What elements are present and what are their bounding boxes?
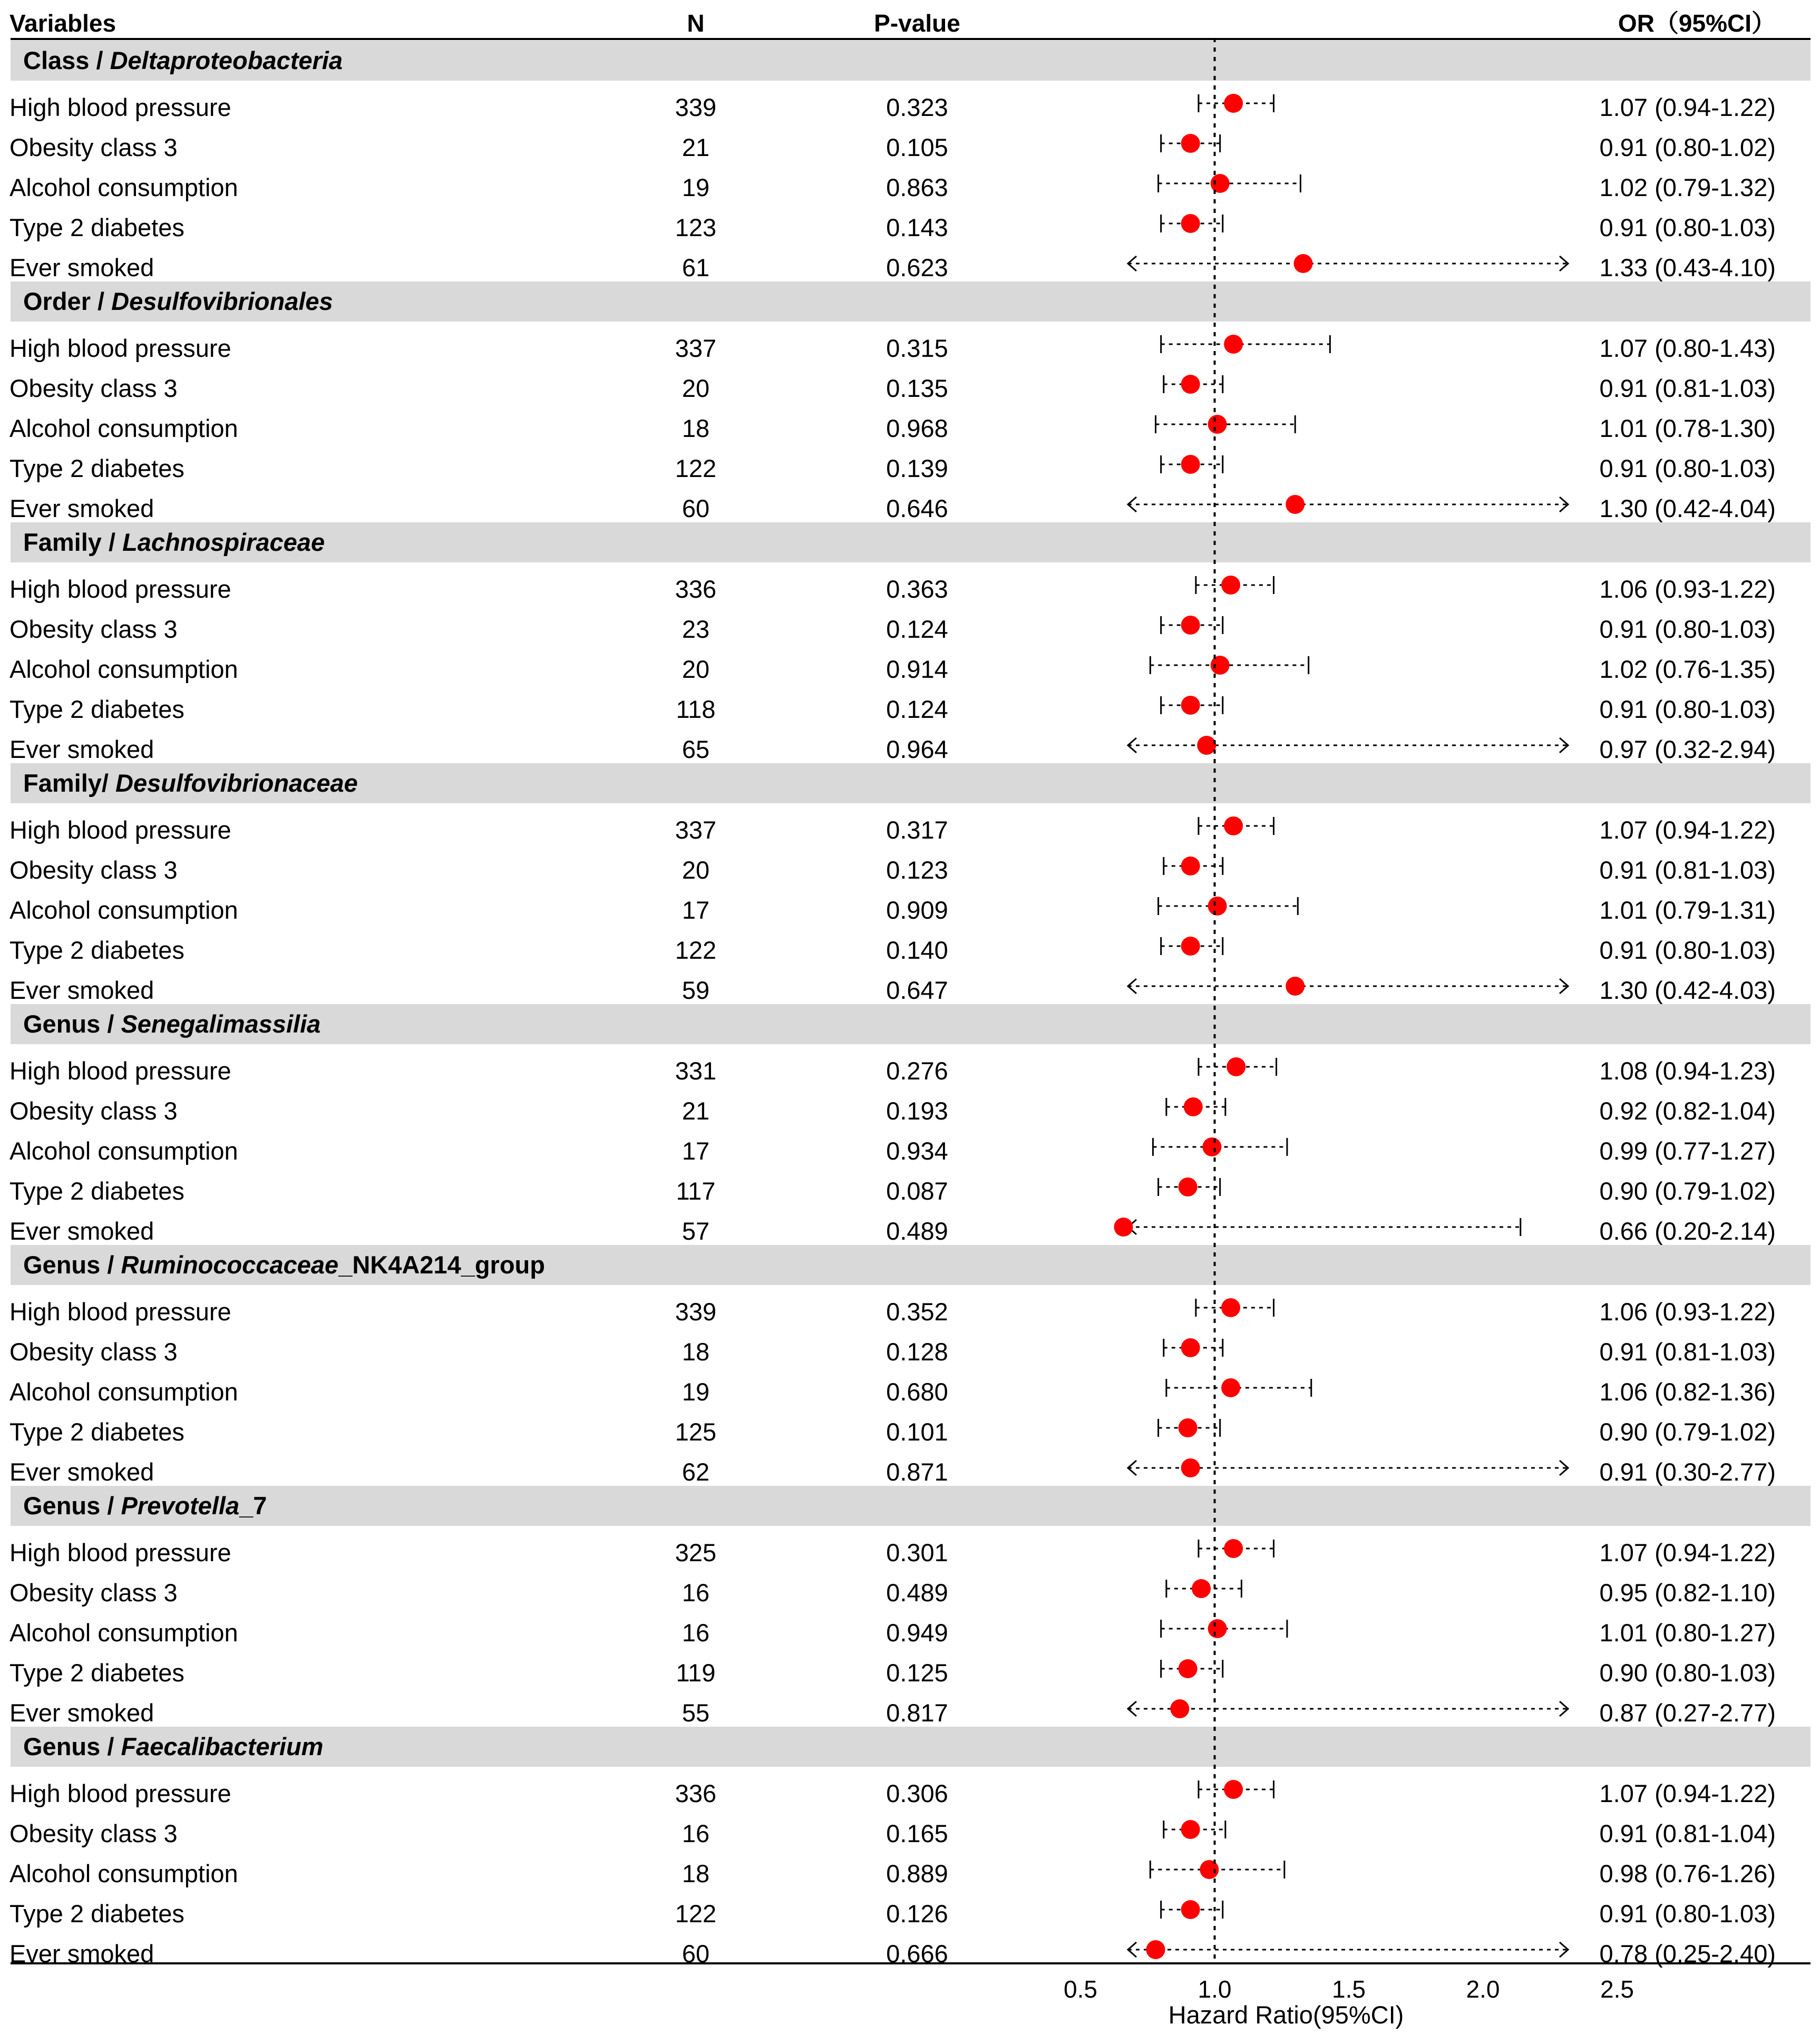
- row-variable: High blood pressure: [9, 575, 231, 603]
- group-taxon-suffix: _7: [239, 1492, 267, 1520]
- row-pvalue: 0.666: [886, 1940, 948, 1968]
- row-n: 325: [675, 1539, 717, 1566]
- row-or-ci: 1.07 (0.80-1.43): [1599, 334, 1776, 362]
- row-or-ci: 0.91 (0.81-1.03): [1599, 856, 1776, 884]
- row-variable: Type 2 diabetes: [9, 1418, 184, 1446]
- row-or-ci: 0.97 (0.32-2.94): [1599, 735, 1776, 763]
- row-n: 57: [682, 1217, 710, 1245]
- row-pvalue: 0.323: [886, 93, 948, 121]
- group-taxon-suffix: _NK4A214_group: [338, 1251, 545, 1279]
- row-variable: Obesity class 3: [9, 1819, 178, 1847]
- or-point: [1181, 1338, 1200, 1357]
- row-variable: Obesity class 3: [9, 1338, 178, 1366]
- or-point: [1170, 1699, 1189, 1718]
- row-pvalue: 0.087: [886, 1177, 948, 1205]
- or-point: [1211, 656, 1230, 675]
- row-variable: Obesity class 3: [9, 1579, 178, 1607]
- row-variable: Alcohol consumption: [9, 173, 238, 201]
- group-taxon: Prevotella: [121, 1492, 240, 1520]
- or-point: [1192, 1579, 1211, 1598]
- row-pvalue: 0.306: [886, 1779, 948, 1807]
- group-rank: Genus /: [23, 1732, 121, 1760]
- row-or-ci: 1.33 (0.43-4.10): [1599, 254, 1776, 281]
- row-or-ci: 0.66 (0.20-2.14): [1599, 1217, 1776, 1245]
- row-pvalue: 0.124: [886, 695, 948, 723]
- group-rank: Family/: [23, 769, 116, 797]
- row-variable: Type 2 diabetes: [9, 1177, 184, 1205]
- row-or-ci: 1.06 (0.93-1.22): [1599, 1298, 1776, 1326]
- row-n: 18: [682, 1860, 710, 1887]
- group-taxon: Desulfovibrionaceae: [115, 769, 358, 797]
- row-n: 19: [682, 173, 710, 201]
- row-n: 337: [675, 334, 717, 362]
- row-or-ci: 0.92 (0.82-1.04): [1599, 1097, 1776, 1125]
- row-or-ci: 0.91 (0.80-1.03): [1599, 454, 1776, 482]
- x-axis-label: Hazard Ratio(95%CI): [1168, 2001, 1404, 2029]
- row-variable: Type 2 diabetes: [9, 1659, 184, 1687]
- row-pvalue: 0.317: [886, 816, 948, 844]
- row-n: 16: [682, 1579, 710, 1607]
- row-pvalue: 0.140: [886, 936, 948, 964]
- row-pvalue: 0.914: [886, 655, 948, 683]
- row-pvalue: 0.863: [886, 173, 948, 201]
- or-point: [1221, 576, 1240, 595]
- row-pvalue: 0.124: [886, 615, 948, 643]
- group-rank: Genus /: [23, 1492, 121, 1520]
- or-point: [1181, 375, 1200, 394]
- row-n: 122: [675, 454, 717, 482]
- row-or-ci: 0.78 (0.25-2.40): [1599, 1940, 1776, 1968]
- row-n: 60: [682, 1940, 710, 1968]
- row-pvalue: 0.165: [886, 1819, 948, 1847]
- row-n: 61: [682, 254, 710, 281]
- row-variable: Type 2 diabetes: [9, 454, 184, 482]
- or-point: [1184, 1097, 1203, 1116]
- group-rank: Class /: [23, 46, 110, 74]
- or-point: [1197, 736, 1216, 755]
- or-point: [1181, 455, 1200, 474]
- group-taxon: Deltaproteobacteria: [110, 46, 343, 74]
- row-pvalue: 0.135: [886, 374, 948, 402]
- row-n: 21: [682, 1097, 710, 1125]
- row-or-ci: 0.91 (0.80-1.02): [1599, 133, 1776, 161]
- row-n: 17: [682, 1137, 710, 1165]
- row-n: 20: [682, 655, 710, 683]
- row-variable: Alcohol consumption: [9, 1137, 238, 1165]
- or-point: [1208, 897, 1227, 916]
- row-pvalue: 0.101: [886, 1418, 948, 1446]
- row-variable: High blood pressure: [9, 816, 231, 844]
- row-pvalue: 0.125: [886, 1659, 948, 1687]
- x-tick-label: 1.0: [1198, 1975, 1232, 2003]
- row-variable: Ever smoked: [9, 1940, 154, 1968]
- or-point: [1200, 1860, 1219, 1879]
- or-point: [1146, 1940, 1165, 1959]
- or-point: [1224, 335, 1243, 354]
- or-point: [1221, 1298, 1240, 1317]
- row-pvalue: 0.680: [886, 1378, 948, 1406]
- header-n: N: [687, 9, 705, 37]
- row-n: 55: [682, 1699, 710, 1727]
- row-variable: Obesity class 3: [9, 1097, 178, 1125]
- row-variable: Ever smoked: [9, 494, 154, 522]
- row-n: 336: [675, 1779, 717, 1807]
- or-point: [1114, 1218, 1133, 1237]
- row-variable: Alcohol consumption: [9, 1860, 238, 1887]
- row-pvalue: 0.126: [886, 1900, 948, 1928]
- row-or-ci: 1.07 (0.94-1.22): [1599, 816, 1776, 844]
- group-rank: Order /: [23, 287, 112, 315]
- row-variable: Type 2 diabetes: [9, 936, 184, 964]
- group-taxon: Desulfovibrionales: [111, 287, 333, 315]
- group-rank: Genus /: [23, 1010, 121, 1038]
- or-point: [1224, 1539, 1243, 1558]
- row-n: 20: [682, 374, 710, 402]
- or-point: [1181, 1820, 1200, 1839]
- row-or-ci: 0.91 (0.80-1.03): [1599, 1900, 1776, 1928]
- row-or-ci: 1.08 (0.94-1.23): [1599, 1057, 1776, 1085]
- row-n: 122: [675, 1900, 717, 1928]
- row-n: 19: [682, 1378, 710, 1406]
- row-pvalue: 0.128: [886, 1338, 948, 1366]
- or-point: [1221, 1378, 1240, 1397]
- or-point: [1181, 696, 1200, 715]
- row-variable: Ever smoked: [9, 1699, 154, 1727]
- group-rank: Family /: [23, 528, 123, 556]
- row-n: 331: [675, 1057, 717, 1085]
- row-pvalue: 0.489: [886, 1579, 948, 1607]
- row-variable: Ever smoked: [9, 1458, 154, 1486]
- row-pvalue: 0.301: [886, 1539, 948, 1566]
- row-pvalue: 0.647: [886, 976, 948, 1004]
- row-n: 119: [676, 1659, 716, 1687]
- or-point: [1181, 134, 1200, 153]
- row-or-ci: 0.91 (0.80-1.03): [1599, 615, 1776, 643]
- row-n: 117: [676, 1177, 716, 1205]
- row-or-ci: 0.87 (0.27-2.77): [1599, 1699, 1776, 1727]
- or-point: [1224, 94, 1243, 113]
- row-pvalue: 0.646: [886, 494, 948, 522]
- row-or-ci: 0.91 (0.81-1.03): [1599, 374, 1776, 402]
- or-point: [1211, 174, 1230, 193]
- group-rank: Genus /: [23, 1251, 121, 1279]
- row-or-ci: 0.95 (0.82-1.10): [1599, 1579, 1776, 1607]
- header-pvalue: P-value: [874, 9, 960, 37]
- header-or: OR（95%CI）: [1618, 9, 1776, 37]
- or-point: [1286, 495, 1305, 514]
- row-or-ci: 0.91 (0.81-1.03): [1599, 1338, 1776, 1366]
- row-n: 18: [682, 1338, 710, 1366]
- or-point: [1181, 616, 1200, 635]
- row-pvalue: 0.889: [886, 1860, 948, 1887]
- row-pvalue: 0.934: [886, 1137, 948, 1165]
- row-variable: High blood pressure: [9, 93, 231, 121]
- x-tick-label: 1.5: [1332, 1975, 1366, 2003]
- row-or-ci: 1.07 (0.94-1.22): [1599, 93, 1776, 121]
- row-n: 60: [682, 494, 710, 522]
- row-n: 336: [675, 575, 717, 603]
- row-n: 65: [682, 735, 710, 763]
- group-taxon: Lachnospiraceae: [122, 528, 325, 556]
- row-pvalue: 0.623: [886, 254, 948, 281]
- or-point: [1181, 937, 1200, 956]
- row-or-ci: 1.02 (0.76-1.35): [1599, 655, 1776, 683]
- row-or-ci: 0.90 (0.80-1.03): [1599, 1659, 1776, 1687]
- row-pvalue: 0.143: [886, 213, 948, 241]
- row-or-ci: 0.98 (0.76-1.26): [1599, 1860, 1776, 1887]
- or-point: [1227, 1057, 1245, 1076]
- row-variable: Obesity class 3: [9, 856, 178, 884]
- row-variable: Ever smoked: [9, 976, 154, 1004]
- row-or-ci: 0.90 (0.79-1.02): [1599, 1177, 1776, 1205]
- row-or-ci: 1.30 (0.42-4.04): [1599, 494, 1776, 522]
- row-variable: Alcohol consumption: [9, 1619, 238, 1647]
- row-pvalue: 0.949: [886, 1619, 948, 1647]
- row-pvalue: 0.909: [886, 896, 948, 924]
- row-n: 23: [682, 615, 710, 643]
- row-pvalue: 0.139: [886, 454, 948, 482]
- or-point: [1224, 1780, 1243, 1799]
- row-variable: Alcohol consumption: [9, 414, 238, 442]
- group-taxon: Ruminococcaceae: [121, 1251, 339, 1279]
- row-variable: Obesity class 3: [9, 615, 178, 643]
- or-point: [1202, 1137, 1221, 1156]
- row-pvalue: 0.276: [886, 1057, 948, 1085]
- row-or-ci: 0.90 (0.79-1.02): [1599, 1418, 1776, 1446]
- row-n: 122: [675, 936, 717, 964]
- row-variable: Obesity class 3: [9, 374, 178, 402]
- row-n: 20: [682, 856, 710, 884]
- or-point: [1293, 254, 1312, 273]
- row-pvalue: 0.363: [886, 575, 948, 603]
- row-or-ci: 0.91 (0.81-1.04): [1599, 1819, 1776, 1847]
- row-variable: Type 2 diabetes: [9, 1900, 184, 1928]
- row-n: 62: [682, 1458, 710, 1486]
- row-pvalue: 0.123: [886, 856, 948, 884]
- header-variables: Variables: [9, 9, 116, 37]
- row-variable: Obesity class 3: [9, 133, 178, 161]
- row-or-ci: 1.07 (0.94-1.22): [1599, 1539, 1776, 1566]
- row-n: 16: [682, 1819, 710, 1847]
- row-pvalue: 0.489: [886, 1217, 948, 1245]
- or-point: [1179, 1418, 1198, 1437]
- row-or-ci: 1.01 (0.79-1.31): [1599, 896, 1776, 924]
- row-pvalue: 0.315: [886, 334, 948, 362]
- row-or-ci: 0.91 (0.80-1.03): [1599, 213, 1776, 241]
- or-point: [1181, 1458, 1200, 1477]
- row-or-ci: 1.07 (0.94-1.22): [1599, 1779, 1776, 1807]
- row-variable: Alcohol consumption: [9, 1378, 238, 1406]
- or-point: [1224, 816, 1243, 835]
- row-or-ci: 0.91 (0.30-2.77): [1599, 1458, 1776, 1486]
- row-or-ci: 1.01 (0.78-1.30): [1599, 414, 1776, 442]
- row-pvalue: 0.871: [886, 1458, 948, 1486]
- row-variable: High blood pressure: [9, 1298, 231, 1326]
- or-point: [1181, 1900, 1200, 1919]
- row-or-ci: 1.06 (0.82-1.36): [1599, 1378, 1776, 1406]
- row-n: 16: [682, 1619, 710, 1647]
- row-n: 125: [675, 1418, 717, 1446]
- or-point: [1179, 1659, 1198, 1678]
- row-n: 118: [676, 695, 716, 723]
- or-point: [1208, 415, 1227, 434]
- row-variable: Ever smoked: [9, 735, 154, 763]
- row-or-ci: 0.91 (0.80-1.03): [1599, 936, 1776, 964]
- row-n: 18: [682, 414, 710, 442]
- row-or-ci: 0.91 (0.80-1.03): [1599, 695, 1776, 723]
- group-taxon: Faecalibacterium: [121, 1732, 324, 1760]
- row-variable: High blood pressure: [9, 1779, 231, 1807]
- row-or-ci: 0.99 (0.77-1.27): [1599, 1137, 1776, 1165]
- row-n: 339: [675, 1298, 717, 1326]
- or-point: [1286, 977, 1305, 996]
- row-variable: High blood pressure: [9, 1057, 231, 1085]
- row-variable: Alcohol consumption: [9, 655, 238, 683]
- or-point: [1181, 214, 1200, 233]
- row-or-ci: 1.01 (0.80-1.27): [1599, 1619, 1776, 1647]
- or-point: [1181, 856, 1200, 875]
- row-variable: Type 2 diabetes: [9, 213, 184, 241]
- row-variable: High blood pressure: [9, 1539, 231, 1566]
- row-or-ci: 1.30 (0.42-4.03): [1599, 976, 1776, 1004]
- row-or-ci: 1.02 (0.79-1.32): [1599, 173, 1776, 201]
- row-n: 123: [675, 213, 717, 241]
- row-or-ci: 1.06 (0.93-1.22): [1599, 575, 1776, 603]
- row-variable: High blood pressure: [9, 334, 231, 362]
- row-n: 59: [682, 976, 710, 1004]
- row-n: 17: [682, 896, 710, 924]
- x-tick-label: 2.5: [1600, 1975, 1634, 2003]
- row-variable: Ever smoked: [9, 1217, 154, 1245]
- row-pvalue: 0.817: [886, 1699, 948, 1727]
- row-pvalue: 0.352: [886, 1298, 948, 1326]
- group-taxon: Senegalimassilia: [121, 1010, 321, 1038]
- x-tick-label: 2.0: [1466, 1975, 1500, 2003]
- row-pvalue: 0.968: [886, 414, 948, 442]
- x-tick-label: 0.5: [1064, 1975, 1097, 2003]
- row-n: 339: [675, 93, 717, 121]
- row-n: 337: [675, 816, 717, 844]
- row-variable: Ever smoked: [9, 254, 154, 281]
- row-variable: Type 2 diabetes: [9, 695, 184, 723]
- or-point: [1179, 1177, 1198, 1196]
- or-point: [1208, 1619, 1227, 1638]
- row-pvalue: 0.105: [886, 133, 948, 161]
- row-variable: Alcohol consumption: [9, 896, 238, 924]
- row-n: 21: [682, 133, 710, 161]
- row-pvalue: 0.964: [886, 735, 948, 763]
- row-pvalue: 0.193: [886, 1097, 948, 1125]
